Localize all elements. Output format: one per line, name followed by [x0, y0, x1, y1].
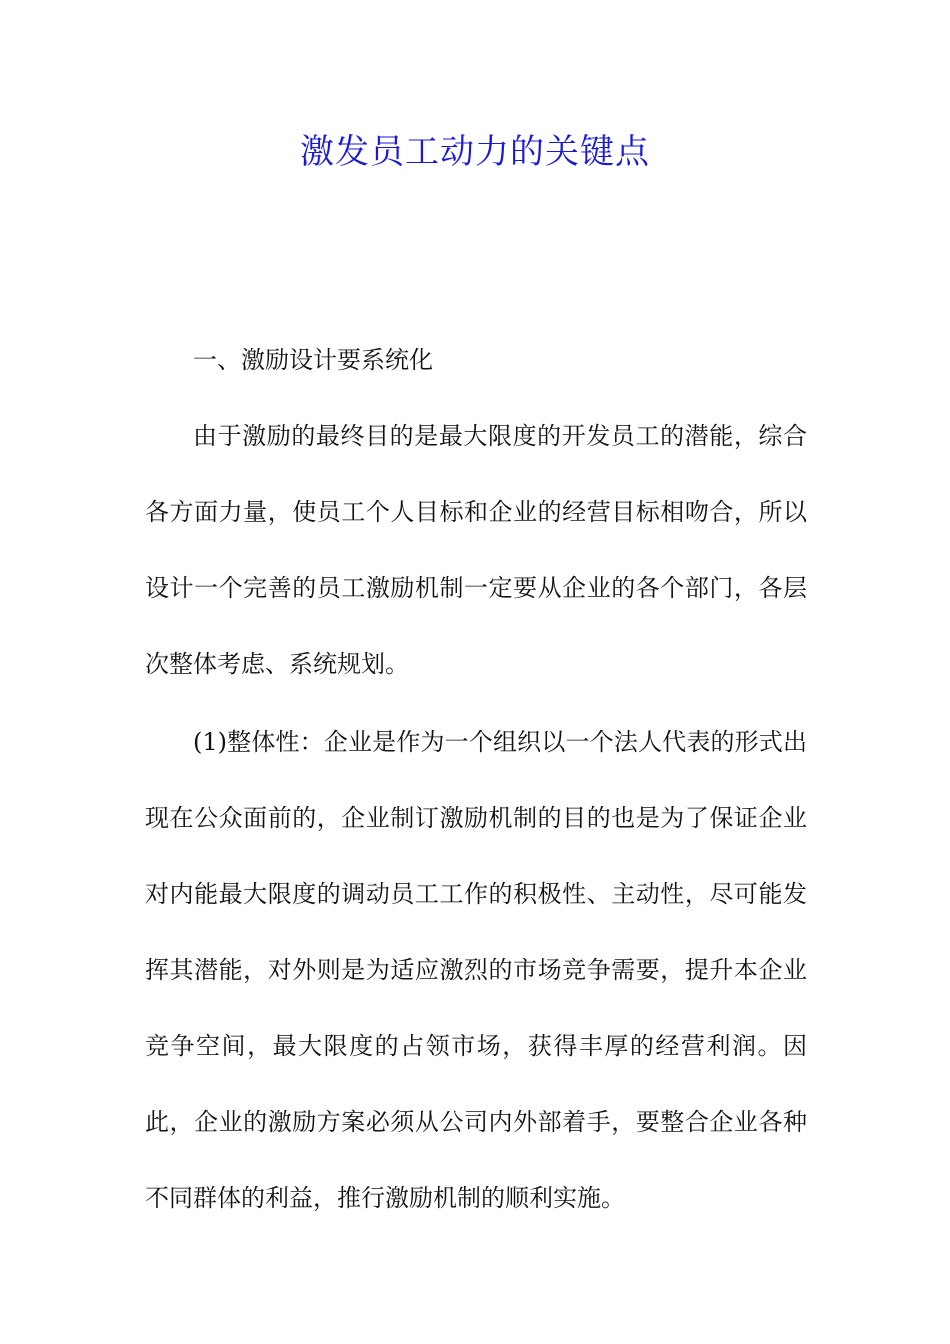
paragraph-1: 由于激励的最终目的是最大限度的开发员工的潜能，综合各方面力量，使员工个人目标和企业的经营目标相吻合，所以设计一个完善的员工激励机制一定要从企业的各个部门，各层次整体考虑、系统规划。 [145, 422, 807, 678]
section-heading: 一、激励设计要系统化 [193, 346, 433, 374]
document-title: 激发员工动力的关键点 [300, 132, 650, 172]
paragraph-2: (1)整体性：企业是作为一个组织以一个法人代表的形式出现在公众面前的，企业制订激励机制的目的也是为了保证企业对内能最大限度的调动员工工作的积极性、主动性，尽可能发挥其潜能，对外则是为适应激烈的市场竞争需要，提升本企业竞争空间，最大限度的占领市场，获得丰厚的经营利润。因此，企业的激励方案必须从公司内外部着手，要整合企业各种不同群体的利益，推行激励机制的顺利实施。 [145, 728, 807, 1212]
